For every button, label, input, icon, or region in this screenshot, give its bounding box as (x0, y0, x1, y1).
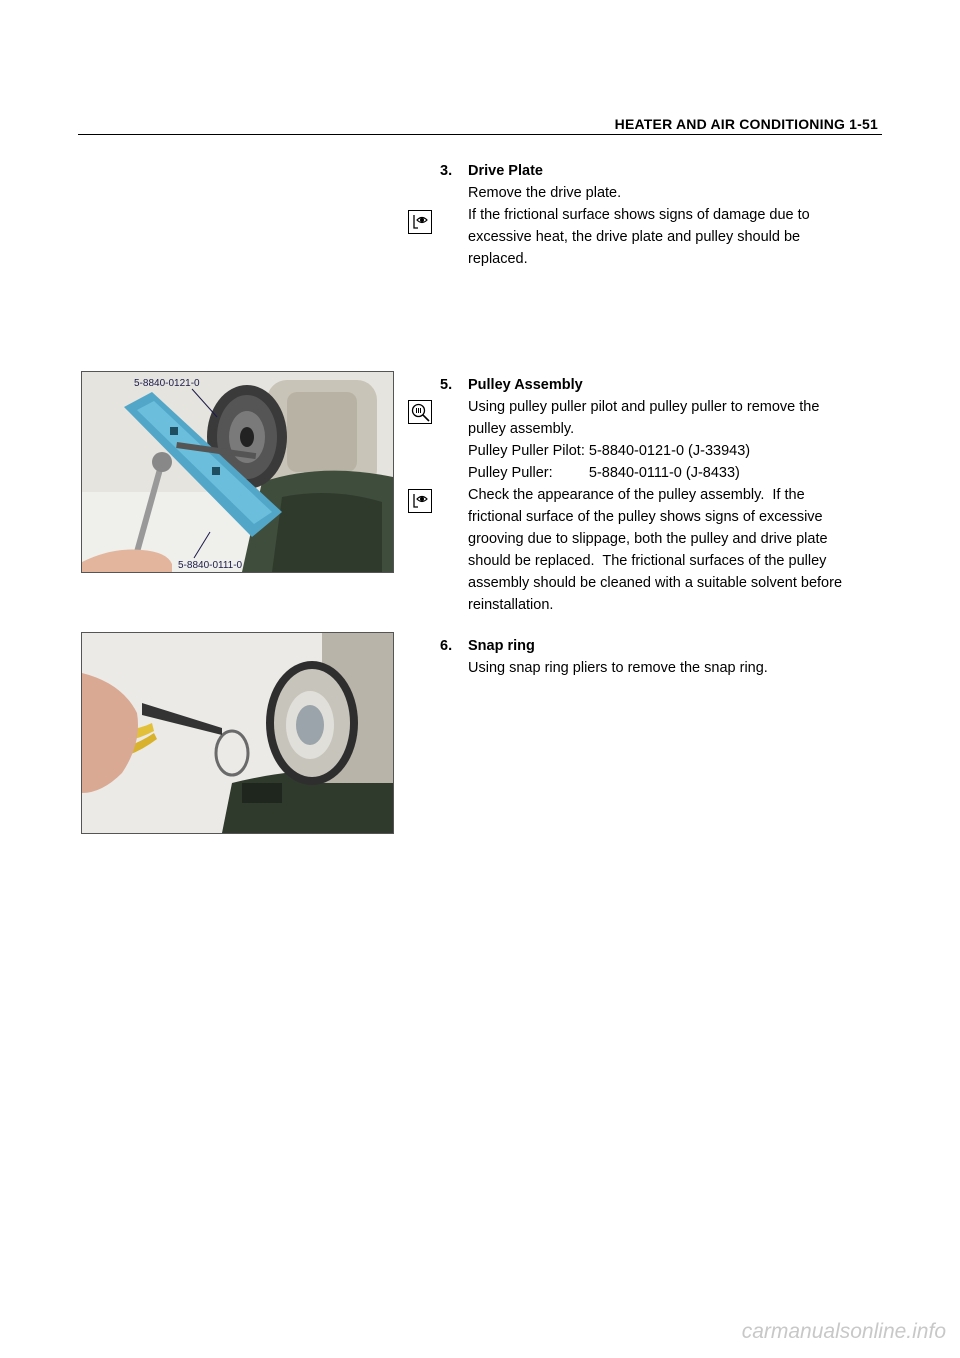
section-heading (440, 374, 880, 396)
section-line: excessive heat, the drive plate and pulley should be (468, 229, 801, 245)
section-pulley-assembly (440, 374, 880, 616)
tool-label-bottom: 5-8840-0111-0 (178, 560, 243, 571)
magnifier-icon (408, 400, 432, 424)
section-number: 6. (440, 638, 453, 654)
section-number: 3. (440, 163, 453, 179)
section-line: assembly should be cleaned with a suitable solvent before (468, 575, 843, 591)
section-line: Using pulley puller pilot and pulley puller to remove the (468, 399, 820, 415)
section-line: Check the appearance of the pulley assembly. If the (468, 487, 805, 503)
section-line: Remove the drive plate. (468, 185, 622, 201)
section-line: replaced. (468, 251, 528, 267)
watermark: carmanualsonline.info (741, 1320, 946, 1343)
section-title: Pulley Assembly (468, 377, 583, 393)
section-line: Pulley Puller: 5-8840-0111-0 (J-8433) (468, 465, 740, 481)
section-line: should be replaced. The frictional surfaces of the pulley (468, 553, 827, 569)
section-line: If the frictional surface shows signs of damage due to (468, 207, 810, 223)
section-drive-plate (440, 160, 880, 270)
pulley-puller-photo (81, 371, 394, 573)
tool-label-top: 5-8840-0121-0 (134, 378, 200, 389)
section-number: 5. (440, 377, 453, 393)
snap-ring-photo (81, 632, 394, 834)
section-line: grooving due to slippage, both the pulley and drive plate (468, 531, 828, 547)
section-title: Snap ring (468, 638, 535, 654)
section-line: frictional surface of the pulley shows signs of excessive (468, 509, 823, 525)
section-line: pulley assembly. (468, 421, 575, 437)
inspect-eye-icon (408, 489, 432, 513)
page-header (78, 114, 882, 135)
section-line: reinstallation. (468, 597, 554, 613)
section-line: Pulley Puller Pilot: 5-8840-0121-0 (J-33943) (468, 443, 751, 459)
section-snap-ring (440, 635, 880, 679)
page-title: HEATER AND AIR CONDITIONING 1-51 (614, 116, 878, 132)
section-line: Using snap ring pliers to remove the snap ring. (468, 660, 768, 676)
section-heading (440, 635, 880, 657)
section-heading (440, 160, 880, 182)
section-title: Drive Plate (468, 163, 543, 179)
inspect-eye-icon (408, 210, 432, 234)
